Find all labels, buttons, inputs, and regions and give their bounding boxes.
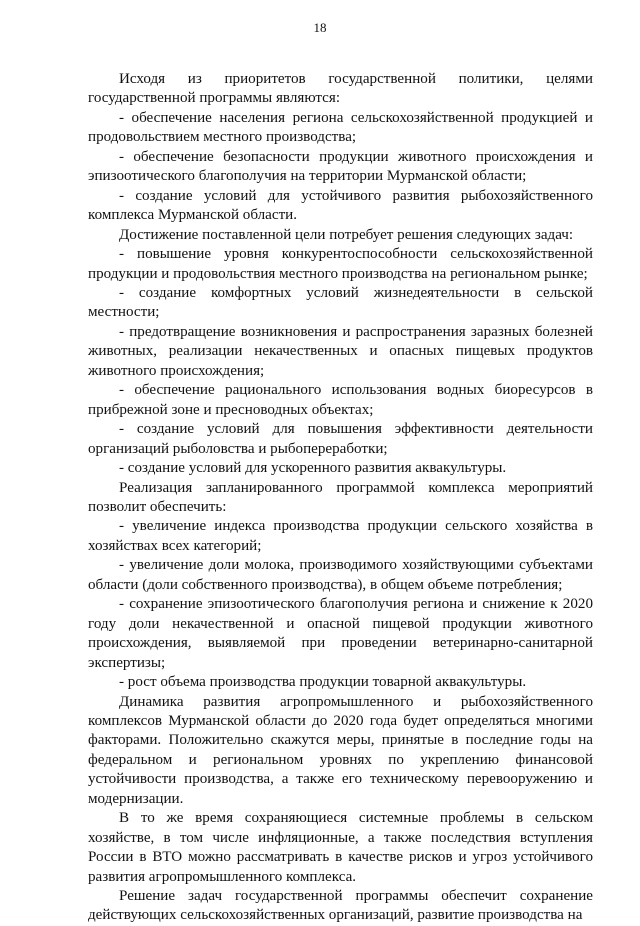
- paragraph: - рост объема производства продукции товарной аквакультуры.: [119, 674, 527, 691]
- paragraph: - обеспечение населения региона сельскохозяйственной продукцией и продовольствием местного производства;: [88, 109, 593, 146]
- paragraph: В то же время сохраняющиеся системные проблемы в сельском хозяйстве, в том числе инфляционные, а также последствия вступления России в ВТО можно рассматривать в качестве рисков и угроз устойчивого развития агропромышленного комплекса.: [88, 810, 593, 885]
- paragraph: - создание условий для устойчивого развития рыбохозяйственного комплекса Мурманской области.: [88, 187, 593, 224]
- paragraph: Решение задач государственной программы обеспечит сохранение действующих сельскохозяйственных организаций, развитие производства на: [88, 888, 593, 924]
- paragraph: - создание условий для ускоренного развития аквакультуры.: [119, 460, 507, 477]
- paragraph: - предотвращение возникновения и распространения заразных болезней животных, реализации некачественных и опасных пищевых продуктов животного происхождения;: [88, 323, 593, 379]
- paragraph: - увеличение доли молока, производимого хозяйствующими субъектами области (доли собственного производства), в общем объеме потребления;: [88, 557, 593, 593]
- paragraph: - повышение уровня конкурентоспособности сельскохозяйственной продукции и продовольствия местного производства на региональном рынке;: [88, 246, 593, 282]
- paragraph: Динамика развития агропромышленного и рыбохозяйственного комплексов Мурманской области до 2020 года будет определяться многими факторами. Положительно скажутся меры, принятые в последние годы на федеральном и региональном уровнях по укреплению финансовой устойчивости производства, а также его техническому перевооружению и модернизации.: [88, 693, 593, 807]
- page-number: 18: [313, 20, 327, 35]
- paragraph: - создание условий для повышения эффективности деятельности организаций рыболовства и рыбопереработки;: [88, 421, 593, 457]
- paragraph: - обеспечение рационального использования водных биоресурсов в прибрежной зоне и пресноводных объектах;: [88, 382, 593, 418]
- paragraph: Исходя из приоритетов государственной политики, целями государственной программы являются:: [88, 71, 593, 107]
- paragraph: - сохранение эпизоотического благополучия региона и снижение к 2020 году доли некачественной и опасной пищевой продукции животного происхождения, выявляемой при проведении ветеринарно-санитарной экспертизы;: [88, 596, 593, 671]
- paragraph: Реализация запланированного программой комплекса мероприятий позволит обеспечить:: [88, 479, 593, 515]
- paragraph: - создание комфортных условий жизнедеятельности в сельской местности;: [88, 284, 593, 321]
- paragraph: Достижение поставленной цели потребует решения следующих задач:: [119, 226, 574, 243]
- body-text: [88, 70, 593, 926]
- paragraph: - увеличение индекса производства продукции сельского хозяйства в хозяйствах всех категорий;: [88, 518, 593, 554]
- paragraph: - обеспечение безопасности продукции животного происхождения и эпизоотического благополучия на территории Мурманской области;: [88, 148, 593, 185]
